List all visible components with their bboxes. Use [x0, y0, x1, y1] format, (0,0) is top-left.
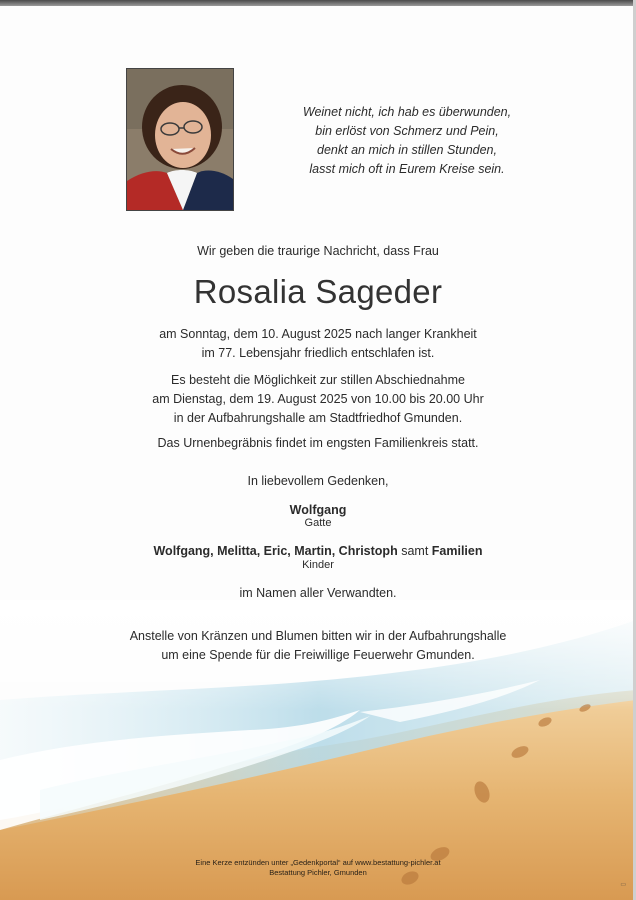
children-joiner: samt — [401, 544, 429, 558]
footer-line: Eine Kerze entzünden unter „Gedenkportal“ auf www.bestattung-pichler.at — [195, 858, 441, 867]
portrait-photo — [126, 68, 234, 211]
farewell-line: am Dienstag, dem 19. August 2025 von 10.00 bis 20.00 Uhr — [152, 392, 484, 406]
children-line — [0, 544, 636, 558]
death-notice-line: am Sonntag, dem 10. August 2025 nach langer Krankheit — [159, 327, 477, 341]
children-role: Kinder — [302, 559, 334, 571]
children-suffix: Familien — [431, 544, 483, 558]
footer-line: Bestattung Pichler, Gmunden — [269, 868, 367, 877]
farewell-line: in der Aufbahrungshalle am Stadtfriedhof Gmunden. — [173, 411, 463, 425]
footer — [0, 858, 636, 878]
death-notice-line: im 77. Lebensjahr friedlich entschlafen ist. — [201, 346, 435, 360]
donation-line: Anstelle von Kränzen und Blumen bitten wir in der Aufbahrungshalle — [129, 629, 507, 643]
poem-line: lasst mich oft in Eurem Kreise sein. — [309, 162, 505, 176]
farewell-info — [0, 371, 636, 428]
announcement-intro: Wir geben die traurige Nachricht, dass Frau — [197, 244, 439, 258]
poem-line: Weinet nicht, ich hab es überwunden, — [302, 105, 512, 119]
poem-line: denkt an mich in stillen Stunden, — [317, 143, 497, 157]
donation-request — [0, 627, 636, 665]
burial-info: Das Urnenbegräbnis findet im engsten Familienkreis statt. — [157, 436, 479, 450]
spouse-role: Gatte — [304, 517, 332, 529]
farewell-line: Es besteht die Möglichkeit zur stillen Abschiednahme — [171, 373, 465, 387]
printer-stamp-mark: ▭ — [620, 882, 626, 888]
remembrance-text: In liebevollem Gedenken, — [247, 474, 389, 488]
spouse-name: Wolfgang — [289, 503, 347, 517]
on-behalf-text: im Namen aller Verwandten. — [239, 586, 397, 600]
memorial-poem — [262, 103, 552, 179]
donation-line: um eine Spende für die Freiwillige Feuerwehr Gmunden. — [161, 648, 475, 662]
scan-edge-top — [0, 0, 636, 6]
children-names: Wolfgang, Melitta, Eric, Martin, Christoph — [153, 544, 398, 558]
deceased-name: Rosalia Sageder — [193, 273, 443, 310]
poem-line: bin erlöst von Schmerz und Pein, — [315, 124, 499, 138]
death-notice — [0, 325, 636, 363]
